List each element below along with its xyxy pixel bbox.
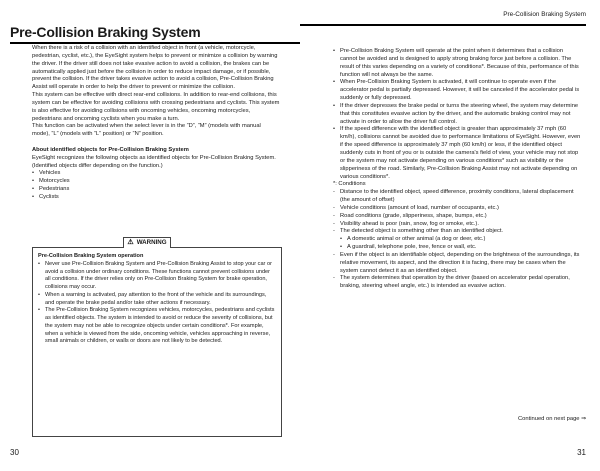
warning-label: WARNING (136, 239, 167, 246)
list-item: • If the speed difference with the identified object is greater than approximately 37 mph (60 km/h), collisions cannot be avoided due to performance limitations of EyeSight. However, even if the speed difference is approximately 37 mph (60 km/h) or less, if the identified object suddenly cuts in front of you or is outside the camera's field of view, your vehicle may not stop or the system may not activate depending on various conditions* such as visibility or the slipperiness of the road. Similarly, Pre-Collision Braking Assist may not activate depending on various conditions*. (333, 126, 581, 181)
list-item: - Even if the object is an identifiable object, depending on the brightness of the surroundings, its relative movement, its aspect, and the direction it is facing, there may be cases when the system cannot detect it as an identified object. (333, 252, 581, 276)
warning-box (32, 239, 282, 437)
page-number-left: 30 (10, 448, 19, 457)
continued-note: Continued on next page ⇒ (517, 416, 586, 422)
about-text: EyeSight recognizes the following objects as identified objects for Pre-Collision Braking System. (Identified objects differ depending on the function.) (32, 154, 276, 169)
about-heading: About identified objects for Pre-Collision Braking System (32, 146, 189, 153)
list-item: - The detected object is something other than an identified object. (333, 228, 581, 236)
warning-list (38, 261, 276, 346)
conditions-list (333, 189, 581, 236)
list-item: - Distance to the identified object, speed difference, proximity conditions, lateral displacement (the amount of offset) (333, 189, 581, 205)
warning-heading: Pre-Collision Braking System operation (38, 253, 144, 259)
list-item: - Visibility ahead is poor (rain, snow, fog or smoke, etc.). (333, 221, 581, 229)
effectiveness-paragraph: This system can be effective with direct rear-end collisions. In addition to rear-end collisions, this system can be effective for avoiding collisions with crossing pedestrians and cyclists. This system is also effective for avoiding collisions with oncoming vehicles, oncoming motorcycles, pedestrians and oncoming cyclists when you make a turn. (32, 92, 280, 122)
list-item: - The system determines that operation by the driver (based on accelerator pedal operation, braking, steering wheel angle, etc.) is intended as evasive action. (333, 275, 581, 291)
list-item: • A guardrail, telephone pole, tree, fence or wall, etc. (333, 244, 581, 252)
activation-paragraph: This function can be activated when the select lever is in the “D”, “M” (models with manual mode), “L” (models with “L” position) or “N” position. (32, 123, 261, 138)
list-item: • Motorcycles (32, 178, 280, 186)
list-item: • Cyclists (32, 194, 280, 202)
right-page (300, 0, 600, 471)
list-item: • The Pre-Collision Braking System recognizes vehicles, motorcycles, pedestrians and cyclists as identified objects. The system is intended to avoid or reduce the severity of collisions, but the system may not be able to recognize objects under certain conditions*. For example, when a vehicle is viewed from the side, oncoming vehicle, vehicles approaching in reverse, small animals or children, or walls or doors are not likely to be detected. (38, 307, 276, 346)
list-item: • When Pre-Collision Braking System is activated, it will continue to operate even if the accelerator pedal is partially depressed. However, it will be canceled if the accelerator pedal is suddenly or fully depressed. (333, 79, 581, 103)
list-item: • Pre-Collision Braking System will operate at the point when it determines that a collision cannot be avoided and is designed to apply strong braking force just before a collision. The result of this varies depending on a variety of conditions*. Because of this, performance of this function will not always be the same. (333, 48, 581, 79)
list-item: • A domestic animal or other animal (a dog or deer, etc.) (333, 236, 581, 244)
title-rule (10, 42, 300, 44)
conditions-sublist (333, 236, 581, 252)
running-header: Pre-Collision Braking System (503, 11, 586, 18)
page-number-right: 31 (577, 448, 586, 457)
conditions-label: *: Conditions (333, 181, 366, 188)
operation-notes-list (333, 48, 581, 181)
intro-paragraph: When there is a risk of a collision with an identified object in front (a vehicle, motorcycle, pedestrian, cyclist, etc.), the EyeSight system helps to prevent or minimize a collision by warning the driver. If the driver still does not take evasive action to avoid a collision, the brakes can be automatically applied just before the collision in order to reduce impact damage, or if possible, prevent the collision. If the driver takes evasive action to avoid a collision, Pre-Collision Braking Assist will operate in order to help the driver to prevent or minimize the collision. (32, 45, 278, 91)
conditions-list-continued (333, 252, 581, 291)
identified-objects-list (32, 170, 280, 201)
warning-body (38, 253, 276, 346)
list-item: - Vehicle conditions (amount of load, number of occupants, etc.) (333, 205, 581, 213)
right-column (333, 48, 581, 291)
header-rule (300, 24, 586, 26)
left-column (32, 45, 280, 202)
page-title: Pre-Collision Braking System (10, 24, 201, 40)
list-item: • When a warning is activated, pay attention to the front of the vehicle and its surroundings, and operate the brake pedal and/or take other actions if necessary. (38, 292, 276, 308)
warning-triangle-icon: ⚠ (127, 239, 134, 246)
list-item: - Road conditions (grade, slipperiness, shape, bumps, etc.) (333, 213, 581, 221)
warning-tab (123, 237, 171, 248)
list-item: • Pedestrians (32, 186, 280, 194)
list-item: • If the driver depresses the brake pedal or turns the steering wheel, the system may determine that this constitutes evasive action by the driver, and the automatic braking control may not activate in order to allow the driver full control. (333, 103, 581, 127)
list-item: • Vehicles (32, 170, 280, 178)
list-item: • Never use Pre-Collision Braking System and Pre-Collision Braking Assist to stop your car or avoid a collision under ordinary conditions. These functions cannot prevent collisions under all conditions. If the driver relies only on Pre-Collision Braking System for brake operation, collisions may occur. (38, 261, 276, 292)
